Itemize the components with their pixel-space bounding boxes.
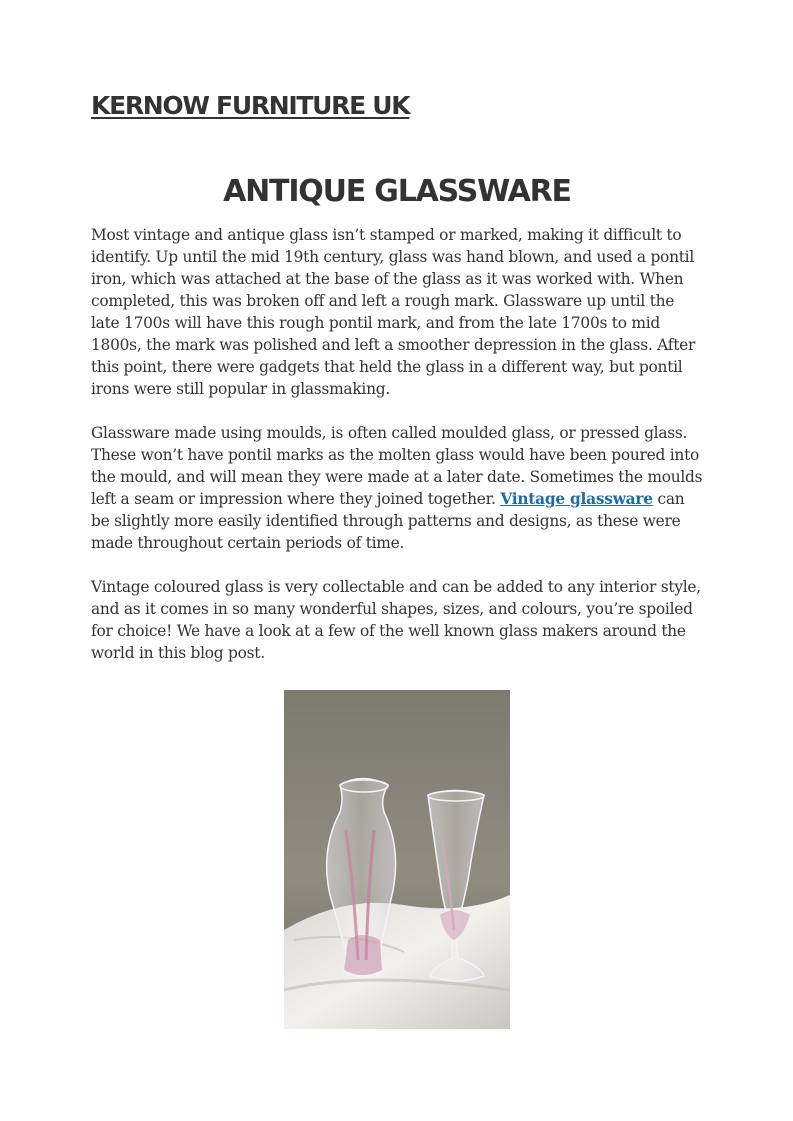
page-title: ANTIQUE GLASSWARE (223, 174, 571, 209)
glass-vases-photo (284, 690, 510, 1029)
vintage-glassware-link[interactable]: Vintage glassware (500, 490, 653, 508)
paragraph-pontil: Most vintage and antique glass isn’t stamped or marked, making it difficult to identify. Up until the mid 19th century, glass was hand blown, and used a pontil iron, which was attached at the base of the glass as it was worked with. When completed, this was broken off and left a rough mark. Glassware up until the late 1700s will have this rough pontil mark, and from the late 1700s to mid 1800s, the mark was polished and left a smoother depression in the glass. After this point, there were gadgets that held the glass in a different way, but pontil irons were still popular in glassmaking. (91, 226, 696, 398)
document-page (91, 86, 703, 664)
paragraph-coloured: Vintage coloured glass is very collectable and can be added to any interior style, and as it comes in so many wonderful shapes, sizes, and colours, you’re spoiled for choice! We have a look at a few of the well known glass makers around the world in this blog post. (91, 578, 701, 662)
paragraph-moulded-text: Glassware made using moulds, is often called moulded glass, or pressed glass. These won’t have pontil marks as the molten glass would have been poured into the mould, and will mean they were made at a later date. Sometimes the moulds left a seam or impression where they joined together. (91, 424, 703, 508)
paragraph-moulded-text-end: can be slightly more easily identified through patterns and designs, as these were made throughout certain periods of time. (91, 490, 685, 552)
site-title[interactable]: KERNOW FURNITURE UK (91, 91, 410, 120)
paragraph-moulded (91, 422, 703, 554)
